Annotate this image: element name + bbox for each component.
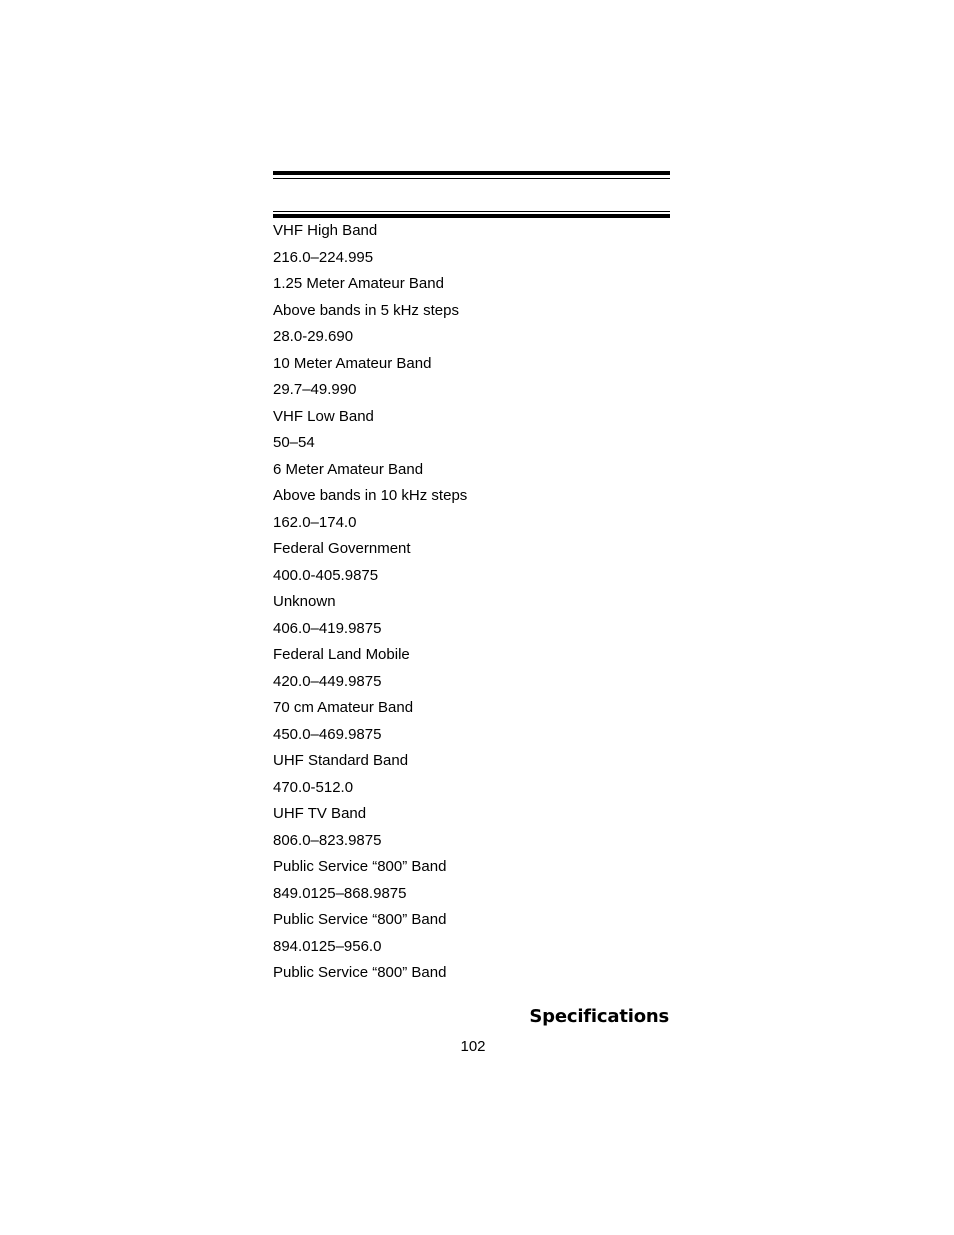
bottom-thin-rule [273, 211, 670, 212]
list-item: Public Service “800” Band [273, 911, 447, 928]
list-item: UHF TV Band [273, 805, 367, 822]
list-item: 470.0-512.0 [273, 778, 354, 796]
list-item: 29.7–49.990 [273, 381, 357, 398]
list-item: 162.0–174.0 [273, 513, 357, 531]
page-number: 102 [460, 1038, 486, 1055]
list-item: Unknown [273, 593, 336, 610]
list-item: Above bands in 10 kHz steps [273, 487, 468, 504]
list-item: 400.0-405.9875 [273, 566, 379, 584]
list-item: 10 Meter Amateur Band [273, 354, 432, 372]
bottom-thick-rule [273, 214, 670, 218]
list-item: 70 cm Amateur Band [273, 699, 414, 716]
list-item: Above bands in 5 kHz steps [273, 301, 459, 319]
list-item: Federal Government [273, 540, 411, 557]
list-item: 216.0–224.995 [273, 248, 374, 266]
section-title: Specifications [529, 1006, 669, 1027]
list-item: 28.0-29.690 [273, 328, 354, 345]
top-thin-rule [273, 178, 670, 179]
list-item: 450.0–469.9875 [273, 725, 382, 743]
list-item: VHF Low Band [273, 407, 374, 425]
top-thick-rule [273, 171, 670, 175]
list-item: Federal Land Mobile [273, 646, 410, 663]
list-item: 6 Meter Amateur Band [273, 460, 424, 478]
list-item: 50–54 [273, 434, 315, 451]
list-item: VHF High Band [273, 222, 378, 239]
list-item: 1.25 Meter Amateur Band [273, 275, 444, 292]
list-item: 849.0125–868.9875 [273, 884, 407, 902]
list-item: 420.0–449.9875 [273, 672, 382, 690]
list-item: 894.0125–956.0 [273, 937, 382, 955]
list-item: Public Service “800” Band [273, 858, 447, 875]
list-item: 406.0–419.9875 [273, 619, 382, 637]
list-item: 806.0–823.9875 [273, 831, 382, 849]
list-item: Public Service “800” Band [273, 964, 447, 981]
frequency-band-list [273, 220, 670, 989]
list-item: UHF Standard Band [273, 752, 409, 769]
